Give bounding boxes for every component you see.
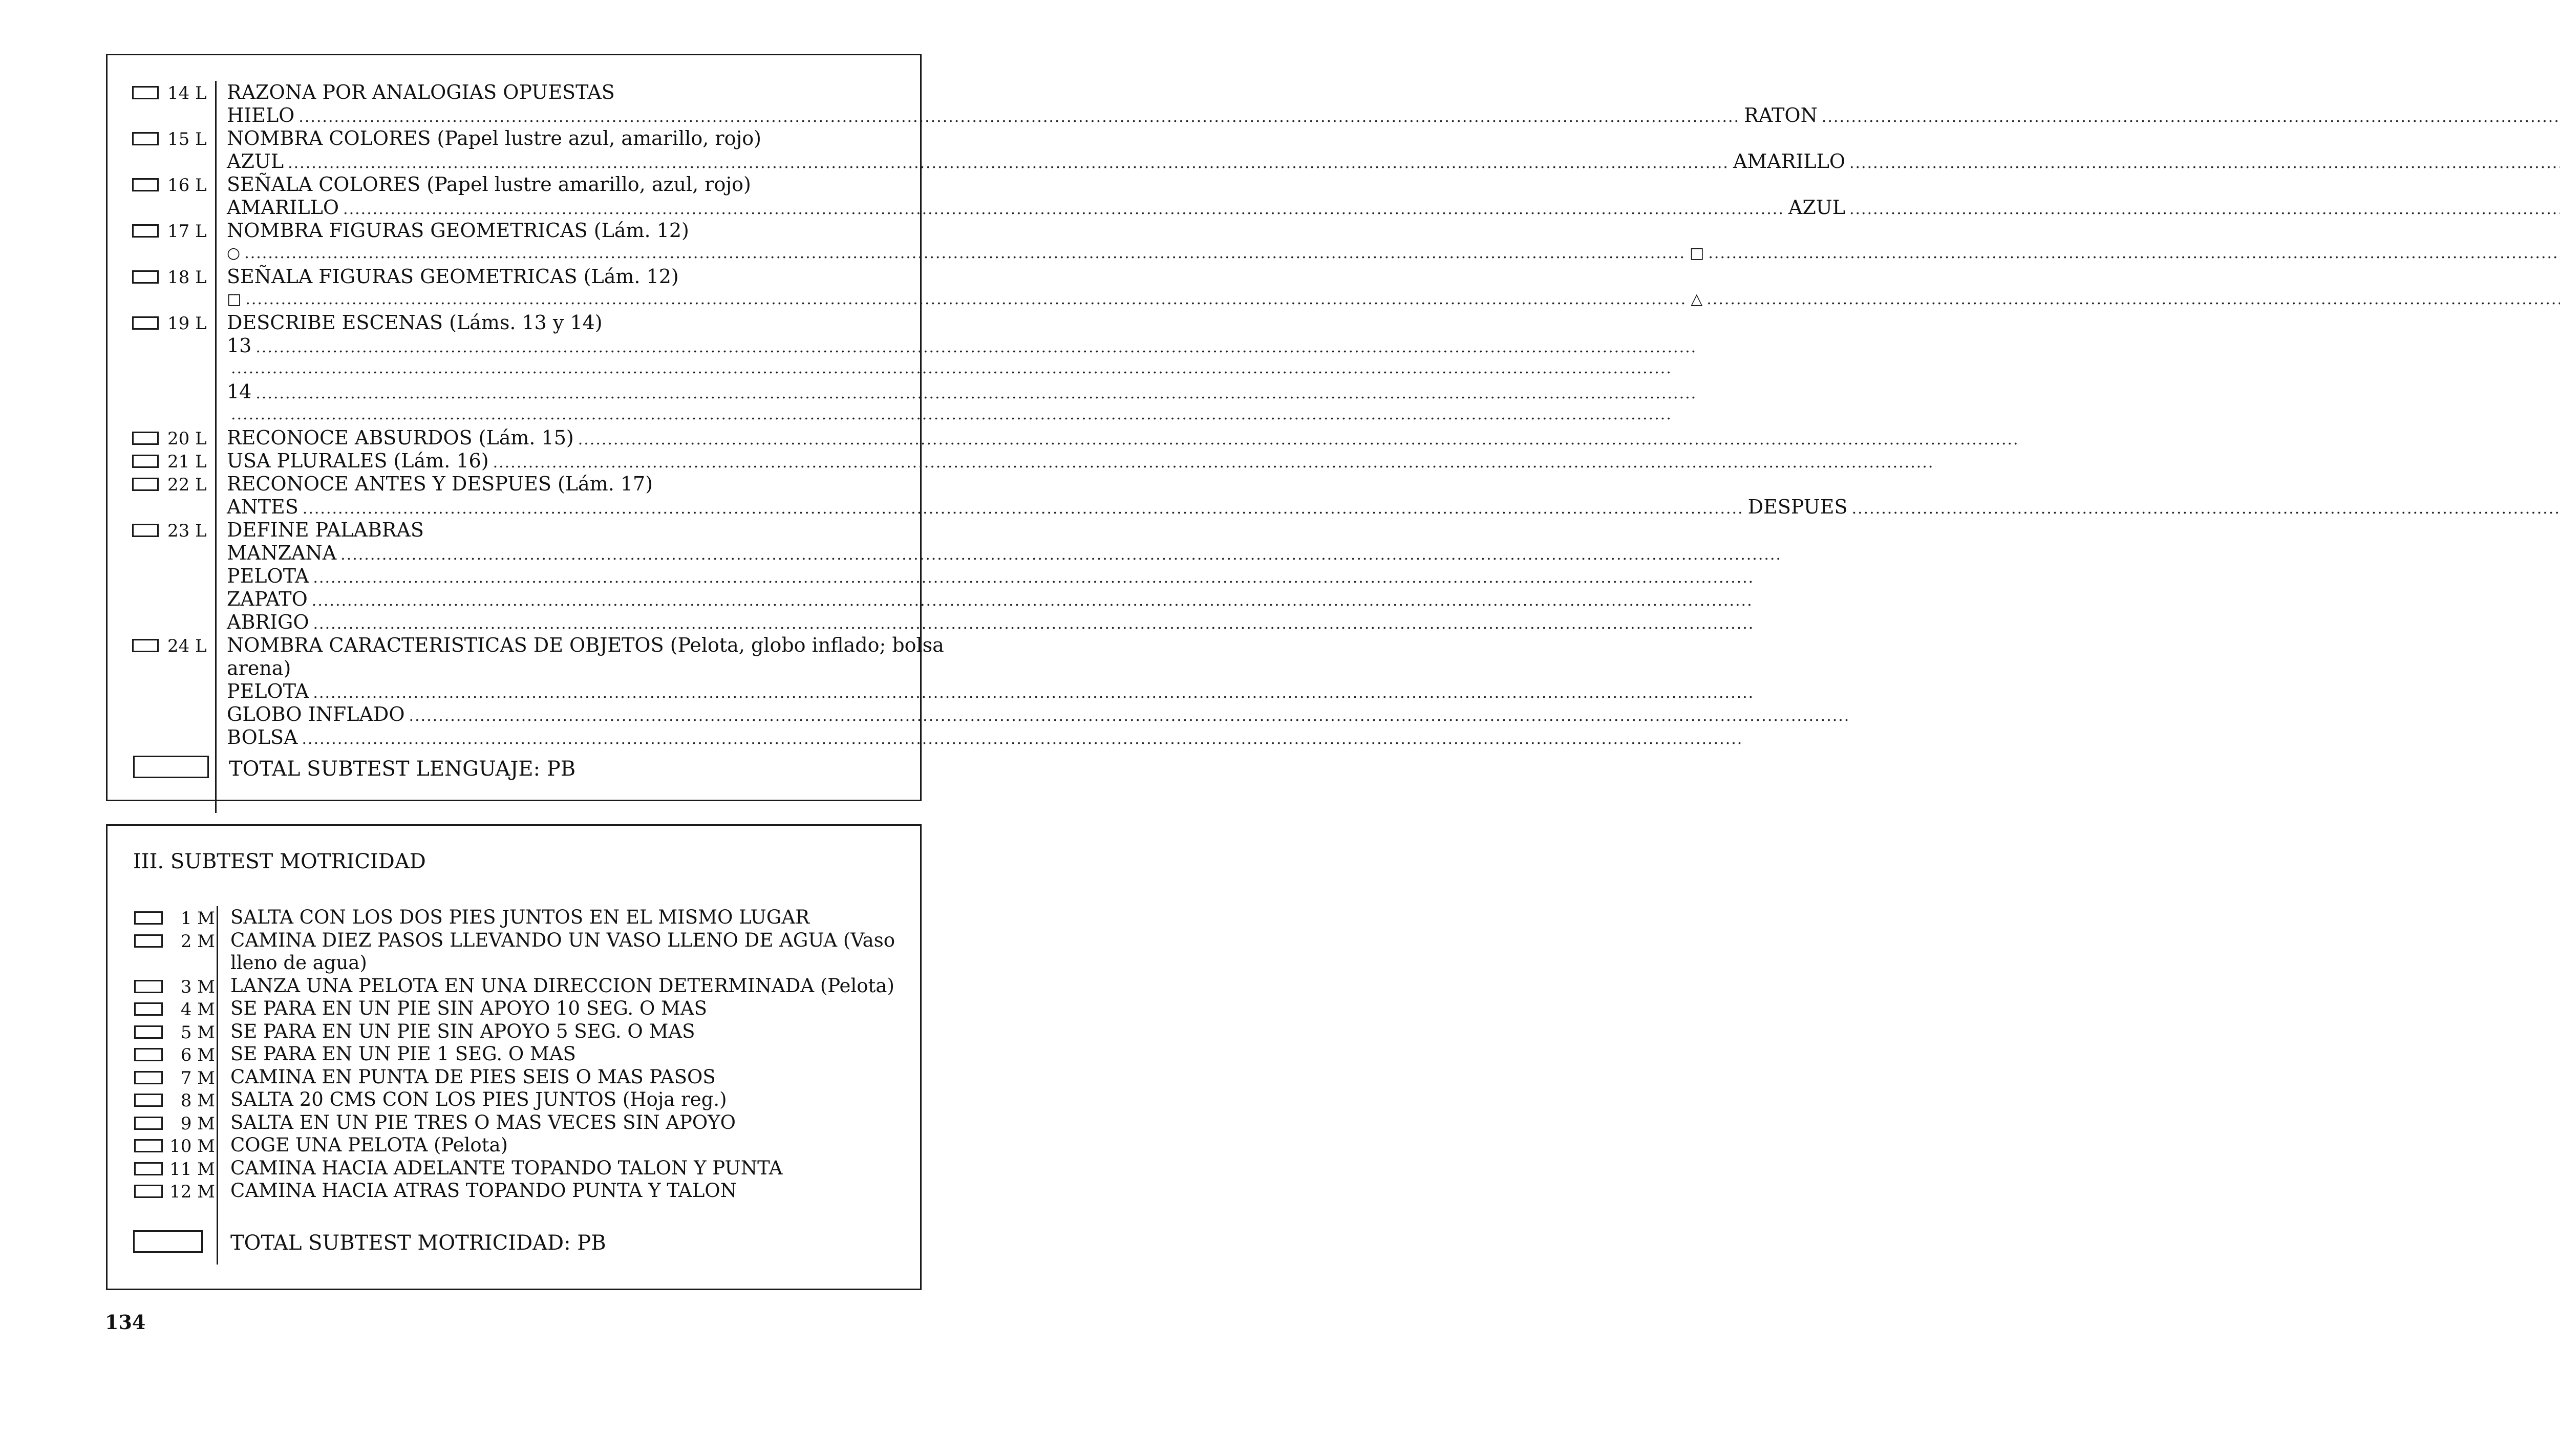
item-text: lleno de agua) [230,952,367,974]
item-text: NOMBRA COLORES (Papel lustre azul, amarillo, rojo) [227,127,761,149]
item-checkbox[interactable] [132,432,159,445]
item-line [227,127,904,149]
item-line[interactable] [227,380,904,403]
item-text: DESCRIBE ESCENAS (Láms. 13 y 14) [227,311,603,334]
field-label: GLOBO INFLADO [227,703,405,725]
item-code: 10 M [169,1136,215,1157]
item-code: 18 L [167,267,207,288]
field-label: 13 [227,334,252,357]
field-label: □ [227,290,242,308]
field-label: PELOTA [227,680,309,702]
item-line[interactable] [227,565,904,587]
field-label: MANZANA [227,542,337,564]
item-text: SE PARA EN UN PIE SIN APOYO 10 SEG. O MAS [230,997,707,1019]
item-line[interactable] [227,542,904,564]
item-text: RAZONA POR ANALOGIAS OPUESTAS [227,81,615,103]
item-text: NOMBRA CARACTERISTICAS DE OBJETOS (Pelota, globo inflado; bolsa [227,634,944,656]
item-line [227,634,944,656]
field-label: ○ [227,244,241,262]
answer-dotted-line[interactable] [1849,198,2560,221]
item-checkbox[interactable] [132,178,159,191]
answer-dotted-line[interactable] [1706,288,2560,311]
item-checkbox[interactable] [132,639,159,652]
item-line[interactable] [227,449,904,472]
subtest-lenguaje-box [106,54,1848,801]
item-line[interactable] [227,588,904,610]
item-code: 15 L [167,129,207,149]
field-label: ANTES [227,496,298,518]
answer-dotted-line[interactable] [231,357,1672,380]
answer-dotted-line[interactable] [493,452,1934,474]
answer-dotted-line[interactable] [245,288,1687,311]
answer-dotted-line[interactable] [313,613,1755,635]
field-label: AMARILLO [1733,150,1845,173]
answer-dotted-line[interactable] [313,567,1754,589]
item-code: 7 M [180,1067,215,1088]
answer-dotted-line[interactable] [340,544,1782,566]
item-line [227,219,904,242]
item-text: SEÑALA FIGURAS GEOMETRICAS (Lám. 12) [227,265,679,288]
item-text: DEFINE PALABRAS [227,519,424,541]
answer-dotted-line[interactable] [1708,242,2560,265]
item-line[interactable] [227,242,1704,265]
item-code: 14 L [167,83,207,103]
answer-dotted-line[interactable] [578,429,2019,451]
answer-dotted-line[interactable] [302,728,1743,751]
field-label: 14 [227,380,252,403]
item-checkbox[interactable] [132,132,159,145]
item-checkbox[interactable] [132,455,159,468]
answer-dotted-line[interactable] [1852,498,2560,520]
answer-dotted-line[interactable] [231,403,1672,426]
item-line [227,657,904,679]
item-line [227,473,904,495]
answer-dotted-line[interactable] [343,198,1784,221]
item-text: CAMINA EN PUNTA DE PIES SEIS O MAS PASOS [230,1065,716,1088]
item-code: 16 L [167,175,207,196]
answer-dotted-line[interactable] [255,336,1697,359]
item-line[interactable] [227,703,904,725]
item-line [227,173,904,196]
field-label: DESPUES [1747,496,1848,518]
subtest-motricidad-box [106,824,922,1290]
field-label: AZUL [227,150,284,173]
item-text: SALTA EN UN PIE TRES O MAS VECES SIN APOYO [230,1111,736,1133]
answer-dotted-line[interactable] [312,590,1753,612]
column-divider [217,906,218,1265]
item-line [227,519,904,541]
item-text: SE PARA EN UN PIE 1 SEG. O MAS [230,1043,576,1065]
field-label: ABRIGO [227,611,309,633]
item-line[interactable] [227,288,1703,311]
item-line[interactable] [227,196,1845,219]
item-line[interactable] [227,726,904,748]
item-code: 5 M [180,1022,215,1043]
item-checkbox[interactable] [132,316,159,330]
item-text: RECONOCE ANTES Y DESPUES (Lám. 17) [227,473,653,495]
item-line[interactable] [227,426,904,449]
item-line[interactable] [227,150,1845,173]
item-line [227,265,904,288]
total-motricidad-box[interactable] [133,1230,203,1253]
item-line [227,81,904,103]
answer-dotted-line[interactable] [255,382,1697,405]
item-text: COGE UNA PELOTA (Pelota) [230,1134,508,1156]
item-line[interactable] [227,403,904,426]
item-code: 6 M [180,1045,215,1065]
item-line [227,311,904,334]
item-checkbox[interactable] [132,86,159,99]
item-line[interactable] [227,680,904,702]
page-number: 134 [105,1311,146,1334]
item-code: 22 L [167,475,207,495]
answer-dotted-line[interactable] [244,242,1686,265]
item-code: 2 M [180,931,215,952]
item-checkbox[interactable] [132,524,159,537]
item-code: 19 L [167,313,207,334]
item-text: NOMBRA FIGURAS GEOMETRICAS (Lám. 12) [227,219,689,242]
item-text: arena) [227,657,291,679]
answer-dotted-line[interactable] [303,498,1744,520]
item-line[interactable] [227,104,1818,126]
answer-dotted-line[interactable] [298,106,1740,129]
answer-dotted-line[interactable] [409,705,1850,727]
item-line[interactable] [227,496,1848,518]
item-text: SEÑALA COLORES (Papel lustre amarillo, azul, rojo) [227,173,751,196]
item-text: SE PARA EN UN PIE SIN APOYO 5 SEG. O MAS [230,1020,695,1042]
item-code: 23 L [167,521,207,541]
field-label: AMARILLO [227,196,339,219]
total-lenguaje-label: TOTAL SUBTEST LENGUAJE: PB [229,757,576,781]
item-text: SALTA 20 CMS CON LOS PIES JUNTOS (Hoja reg.) [230,1088,727,1110]
item-text: CAMINA DIEZ PASOS LLEVANDO UN VASO LLENO DE AGUA (Vaso [230,929,895,951]
item-code: 3 M [180,976,215,997]
field-label: RATON [1744,104,1818,126]
field-label: BOLSA [227,726,298,748]
item-text: LANZA UNA PELOTA EN UNA DIRECCION DETERMINADA (Pelota) [230,974,894,997]
item-checkbox[interactable] [132,478,159,491]
item-code: 20 L [167,429,207,449]
total-motricidad-label: TOTAL SUBTEST MOTRICIDAD: PB [230,1231,606,1255]
item-code: 4 M [180,999,215,1020]
item-text: CAMINA HACIA ATRAS TOPANDO PUNTA Y TALON [230,1180,737,1202]
item-code: 8 M [180,1090,215,1111]
field-label: △ [1691,290,1703,308]
item-code: 12 M [169,1182,215,1202]
field-label: PELOTA [227,565,309,587]
field-label: □ [1690,244,1704,262]
item-code: 9 M [180,1113,215,1134]
item-code: 21 L [167,452,207,472]
column-divider [215,81,217,813]
field-label: ZAPATO [227,588,308,610]
field-label: RECONOCE ABSURDOS (Lám. 15) [227,426,574,449]
answer-dotted-line[interactable] [313,682,1754,704]
answer-dotted-line[interactable] [1822,106,2560,129]
field-label: AZUL [1788,196,1845,219]
motricidad-title: III. SUBTEST MOTRICIDAD [133,850,426,873]
item-code: 24 L [167,636,207,656]
answer-dotted-line[interactable] [1849,152,2560,175]
item-line[interactable] [227,611,904,633]
answer-dotted-line[interactable] [288,152,1729,175]
item-code: 1 M [180,908,215,929]
item-text: SALTA CON LOS DOS PIES JUNTOS EN EL MISMO LUGAR [230,906,809,928]
item-checkbox[interactable] [132,224,159,238]
item-line[interactable] [227,357,904,380]
total-lenguaje-box[interactable] [133,756,209,778]
item-text: CAMINA HACIA ADELANTE TOPANDO TALON Y PUNTA [230,1157,783,1179]
field-label: USA PLURALES (Lám. 16) [227,449,489,472]
item-checkbox[interactable] [132,270,159,284]
field-label: HIELO [227,104,295,126]
item-code: 11 M [169,1159,215,1180]
item-line[interactable] [227,334,904,357]
item-code: 17 L [167,221,207,242]
